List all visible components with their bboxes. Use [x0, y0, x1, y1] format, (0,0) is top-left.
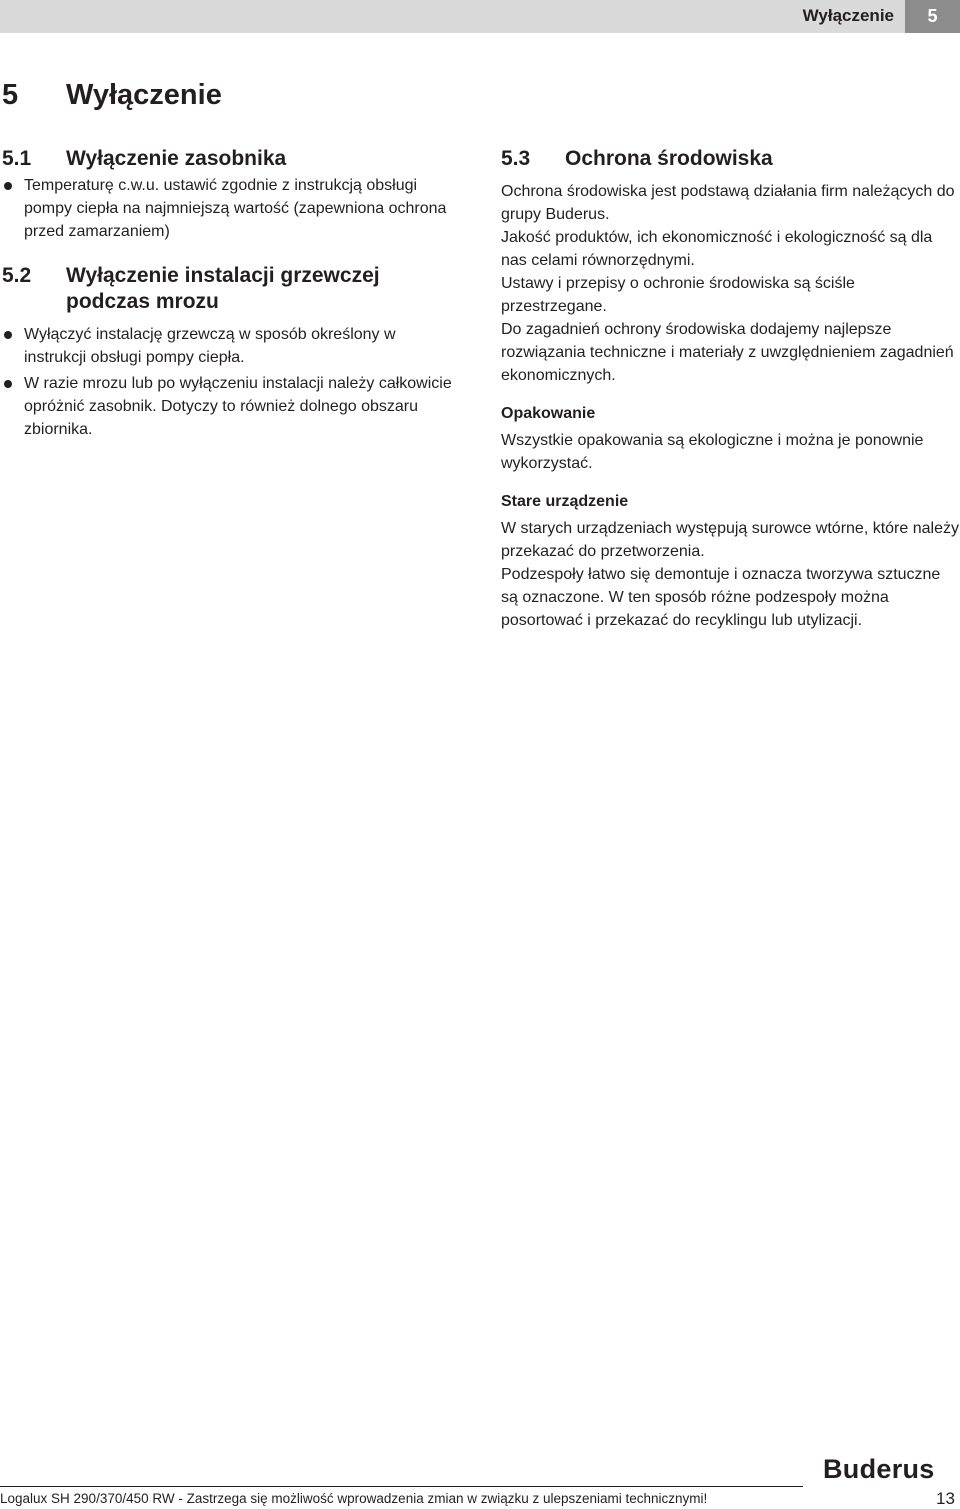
paragraph: Podzespoły łatwo się demontuje i oznacza tworzywa sztuczne są oznaczone. W ten sposób różne podzespoły można posortować i przekazać do recyklingu lub utylizacji. [501, 566, 941, 629]
section-5-2-title: Wyłączenie instalacji grzewczej podczas mrozu [66, 264, 380, 313]
buderus-logo: Buderus [823, 1454, 935, 1484]
packaging-heading: Opakowanie [501, 405, 596, 422]
footer-divider [0, 1486, 803, 1487]
bullet-item [2, 323, 462, 369]
section-5-1-heading [2, 146, 462, 172]
section-5-3-heading [501, 146, 959, 172]
paragraph: Jakość produktów, ich ekonomiczność i ekologiczność są dla nas celami równorzędnymi. [501, 229, 933, 269]
bullet-dot-icon [4, 182, 12, 190]
header-section-label: Wyłączenie [802, 6, 894, 25]
paragraph: Do zagadnień ochrony środowiska dodajemy najlepsze rozwiązania techniczne i materiały z uwzględnieniem zagadnień ekonomicznych. [501, 321, 954, 384]
old-device-heading: Stare urządzenie [501, 493, 629, 510]
footer-text: Logalux SH 290/370/450 RW - Zastrzega się możliwość wprowadzenia zmian w związku z ulepszeniami technicznymi! [0, 1491, 708, 1506]
paragraph: Ustawy i przepisy o ochronie środowiska są ściśle przestrzegane. [501, 275, 855, 315]
left-column [2, 146, 462, 441]
paragraph: W starych urządzeniach występują surowce wtórne, które należy przekazać do przetworzenia. [501, 520, 959, 560]
section-5-2-number: 5.2 [2, 264, 32, 287]
bullet-dot-icon [4, 331, 12, 339]
section-5-1-number: 5.1 [2, 147, 32, 170]
page-number: 13 [936, 1489, 955, 1508]
bullet-item [2, 372, 462, 441]
paragraph: Ochrona środowiska jest podstawą działania firm należących do grupy Buderus. [501, 183, 955, 223]
bullet-text: Wyłączyć instalację grzewczą w sposób określony w instrukcji obsługi pompy ciepła. [24, 326, 396, 366]
section-5-3-number: 5.3 [501, 147, 531, 170]
chapter-title [2, 79, 222, 112]
bullet-text: Temperaturę c.w.u. ustawić zgodnie z instrukcją obsługi pompy ciepła na najmniejszą wartość (zapewniona ochrona przed zamarzaniem) [24, 177, 447, 240]
bullet-dot-icon [4, 380, 12, 388]
chapter-title-text: Wyłączenie [66, 79, 222, 111]
packaging-text: Wszystkie opakowania są ekologiczne i można je ponownie wykorzystać. [501, 432, 924, 472]
chapter-number: 5 [2, 79, 19, 111]
header-chapter-number: 5 [905, 0, 960, 33]
section-5-1-title: Wyłączenie zasobnika [66, 147, 287, 170]
bullet-text: W razie mrozu lub po wyłączeniu instalacji należy całkowicie opróżnić zasobnik. Dotyczy to również dolnego obszaru zbiornika. [24, 375, 452, 438]
right-column [501, 146, 959, 632]
section-5-3-title: Ochrona środowiska [565, 147, 773, 170]
section-5-2-heading [2, 263, 462, 315]
bullet-item [2, 174, 462, 243]
